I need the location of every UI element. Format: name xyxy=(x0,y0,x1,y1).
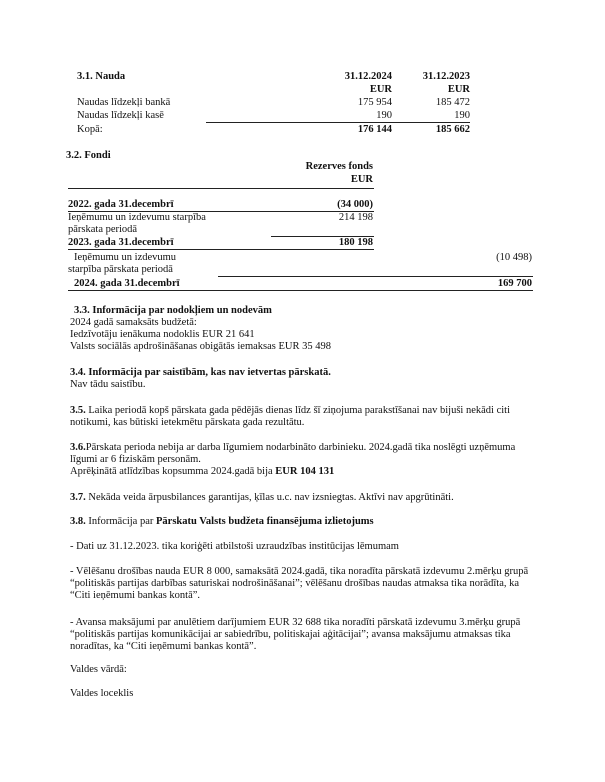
board-member-label: Valdes loceklis xyxy=(70,688,134,699)
reserve-fund-col-title: Rezerves fonds xyxy=(305,161,373,172)
col-2023-date: 31.12.2023 xyxy=(422,71,470,82)
section-3-6-amount: EUR 104 131 xyxy=(275,466,335,477)
section-3-7-paragraph xyxy=(70,492,454,504)
tax-text-line: 2024 gadā samaksāts budžetā: xyxy=(70,317,197,328)
nauda-total-label: Kopā: xyxy=(77,124,103,135)
table-divider xyxy=(68,290,533,291)
nauda-row-value: 190 xyxy=(454,110,470,121)
section-3-8-prefix: Informācija par xyxy=(85,516,157,527)
section-3-8-item: - Avansa maksājumi par anulētiem darījumiem EUR 32 688 tika noradīti pārskatā izdevumu 3.mērķu grupā “politiskās partijas komunikācijai ar sabiedrību, politiskajai aģitācijai”; avansa maksājumu atmaksas tika noradītas, ka “Citi ieņēmumi bankas kontā”. xyxy=(70,617,521,652)
section-3-6-text: Pārskata perioda nebija ar darba līgumiem nodarbināto darbinieku. 2024.gadā tika noslēgti uzņēmuma līgumi ar 6 fiziskām personām. xyxy=(70,442,516,465)
fondi-row-value: (10 498) xyxy=(496,252,532,263)
section-3-8-heading xyxy=(70,516,374,528)
nauda-row-label: Naudas līdzekļi bankā xyxy=(77,97,171,108)
nauda-row-label: Naudas līdzekļi kasē xyxy=(77,110,164,121)
fondi-row-value: 180 198 xyxy=(338,237,373,248)
section-3-4-heading: 3.4. Informācija par saistībām, kas nav ietvertas pārskatā. xyxy=(70,367,331,378)
section-3-5-number: 3.5. xyxy=(70,405,86,416)
section-3-6-line2-prefix: Aprēķinātā atlīdzības kopsumma 2024.gadā bija xyxy=(70,466,276,477)
section-3-7-text: Nekāda veida ārpusbilances garantijas, ķīlas u.c. nav izsniegtas. Aktīvi nav apgrūtināti. xyxy=(85,492,454,503)
fondi-row-value: 169 700 xyxy=(497,278,532,289)
section-3-1-heading: 3.1. Nauda xyxy=(77,71,126,82)
section-3-8-item: - Dati uz 31.12.2023. tika koriģēti atbilstoši uzraudzības institūcijas lēmumam xyxy=(70,541,399,552)
nauda-total-value: 185 662 xyxy=(435,124,470,135)
tax-text-line: Valsts sociālās apdrošināšanas obigātās iemaksas EUR 35 498 xyxy=(70,341,331,352)
section-3-8-item: - Vēlēšanu drošības nauda EUR 8 000, samaksātā 2024.gadā, tika noradīta pārskatā izdevumu 2.mērķu grupā “politiskās partijas darbības saturiskai nodrošināšanai”; vēlēšanu drošības naudas atmaksa tika norādīta, ka “Citi ieņēmumi bankas kontā”. xyxy=(70,566,529,601)
section-3-7-number: 3.7. xyxy=(70,492,86,503)
nauda-row-value: 185 472 xyxy=(435,97,470,108)
section-3-2-heading: 3.2. Fondi xyxy=(66,150,111,161)
nauda-total-value: 176 144 xyxy=(357,124,392,135)
section-3-5-text: Laika periodā kopš pārskata gada pēdējās dienas līdz šī ziņojuma parakstīšanai nav bijuši nekādi citi notikumi, kas būtiski ietekmētu pārskata gada rezultātu. xyxy=(70,405,510,428)
section-3-6-line2 xyxy=(70,466,334,478)
fondi-row-label: 2022. gada 31.decembrī xyxy=(68,199,174,210)
section-3-6-number: 3.6. xyxy=(70,442,86,453)
nauda-row-value: 190 xyxy=(376,110,392,121)
table-divider xyxy=(68,249,374,250)
table-divider xyxy=(68,188,374,189)
col-2024-currency: EUR xyxy=(369,84,392,95)
section-3-4-text: Nav tādu saistību. xyxy=(70,379,146,390)
board-signature-label: Valdes vārdā: xyxy=(70,664,127,675)
fondi-row-label: 2024. gada 31.decembrī xyxy=(74,278,180,289)
table-divider xyxy=(218,276,533,277)
fondi-row-label: Ieņēmumu un izdevumu xyxy=(74,252,177,263)
nauda-row-value: 175 954 xyxy=(357,97,392,108)
section-3-8-title: Pārskatu Valsts budžeta finansējuma izlietojums xyxy=(156,516,374,527)
fondi-row-label: 2023. gada 31.decembrī xyxy=(68,237,174,248)
section-3-5-paragraph xyxy=(70,405,540,429)
fondi-row-value: (34 000) xyxy=(337,199,373,210)
table-divider xyxy=(206,122,470,123)
section-3-3-heading: 3.3. Informācija par nodokļiem un nodevām xyxy=(74,305,272,316)
col-2023-currency: EUR xyxy=(447,84,470,95)
section-3-8-number: 3.8. xyxy=(70,516,86,527)
tax-text-line: Iedzīvotāju ienākuma nodoklis EUR 21 641 xyxy=(70,329,255,340)
fondi-row-value: 214 198 xyxy=(338,212,373,223)
section-3-6-paragraph xyxy=(70,442,540,466)
fondi-row-label: pārskata periodā xyxy=(68,224,138,235)
col-2024-date: 31.12.2024 xyxy=(344,71,392,82)
fondi-row-label: Ieņēmumu un izdevumu starpība xyxy=(68,212,206,223)
fondi-row-label: starpība pārskata periodā xyxy=(68,264,173,275)
reserve-fund-col-currency: EUR xyxy=(350,174,373,185)
